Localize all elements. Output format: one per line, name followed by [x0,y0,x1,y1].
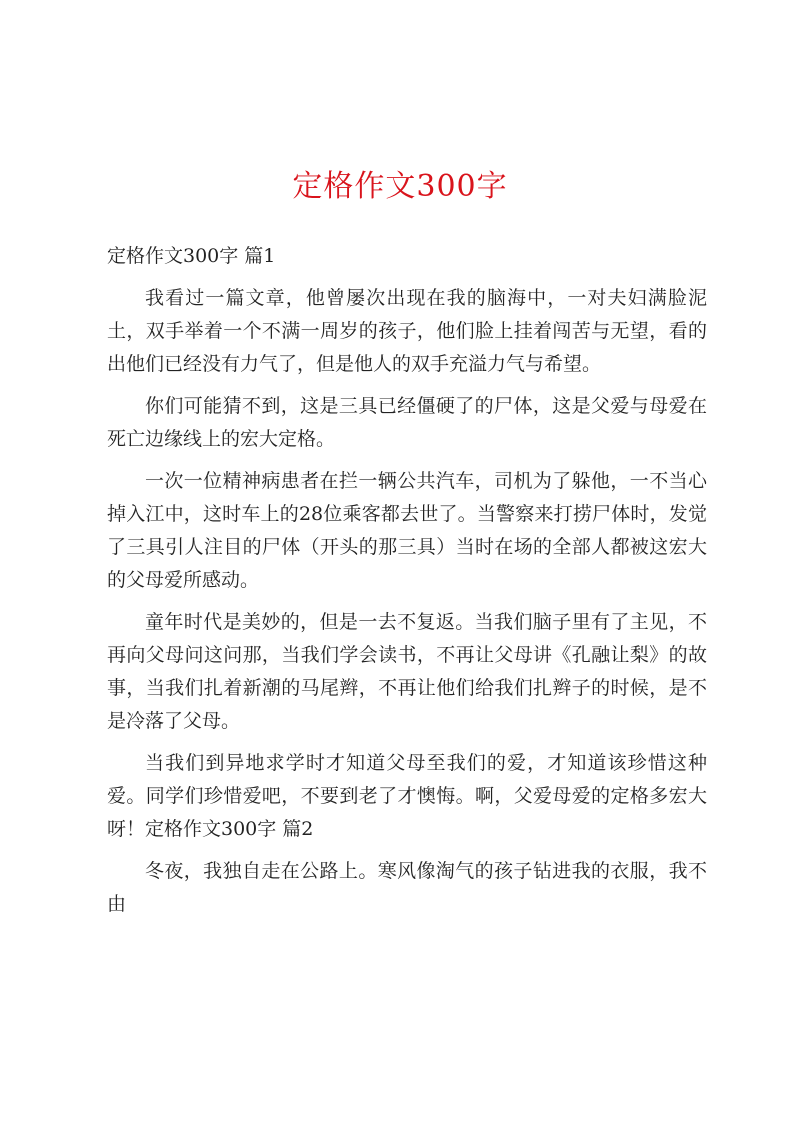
paragraph: 你们可能猜不到，这是三具已经僵硬了的尸体，这是父爱与母爱在死亡边缘线上的宏大定格。 [107,395,707,450]
paragraph: 冬夜，我独自走在公路上。寒风像淘气的孩子钻进我的衣服，我不由 [107,860,707,915]
paragraph: 我看过一篇文章，他曾屡次出现在我的脑海中，一对夫妇满脸泥土，双手举着一个不满一周岁的孩子，他们脸上挂着闯苦与无望，看的出他们已经没有力气了，但是他人的双手充溢力气与希望。 [107,287,707,375]
document-title: 定格作文300字 [292,169,508,204]
section-heading: 定格作文300字 篇1 [107,245,276,267]
paragraph: 一次一位精神病患者在拦一辆公共汽车，司机为了躲他，一不当心掉入江中，这时车上的28位乘客都去世了。当警察来打捞尸体时，发觉了三具引人注目的尸体（开头的那三具）当时在场的全部人都被这宏大的父母爱所感动。 [107,470,707,591]
paragraph: 当我们到异地求学时才知道父母至我们的爱，才知道该珍惜这种爱。同学们珍惜爱吧，不要到老了才懊悔。啊，父爱母爱的定格多宏大呀！定格作文300字 篇2 [107,752,707,840]
document-body [107,240,707,930]
paragraph: 童年时代是美妙的，但是一去不复返。当我们脑子里有了主见，不再向父母问这问那，当我们学会读书，不再让父母讲《孔融让梨》的故事，当我们扎着新潮的马尾辫，不再让他们给我们扎辫子的时候，是不是冷落了父母。 [107,611,707,732]
